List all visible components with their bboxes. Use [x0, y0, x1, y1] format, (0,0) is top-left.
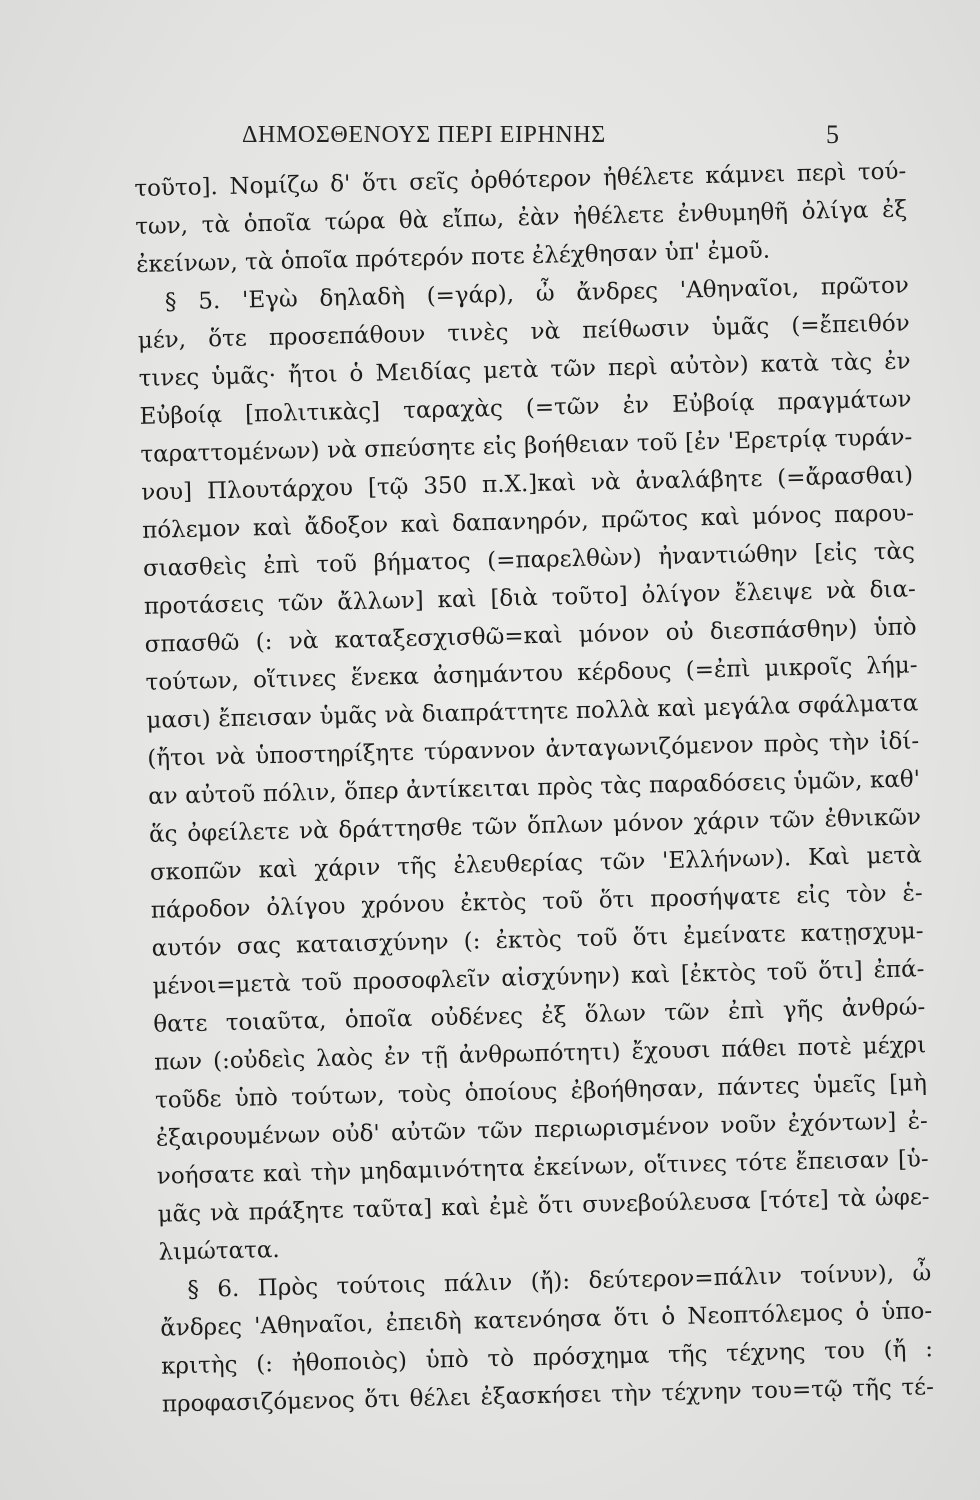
text-line: λιμώτατα. — [158, 1236, 280, 1266]
text-line: ἄνδρες 'Αθηναῖοι, ἐπειδὴ κατενόησα ὅτι ὁ Νεοπτόλεμος ὁ ὑπο- — [159, 1298, 933, 1342]
text-line: σκοπῶν καὶ χάριν τῆς ἐλευθερίας τῶν 'Ελλήνων). Καὶ μετὰ — [149, 842, 923, 886]
text-line: ταραττομένων) νὰ σπεύσητε εἰς βοήθειαν τοῦ [ἐν 'Ερετρίᾳ τυράν- — [140, 424, 913, 468]
text-line: μένοι=μετὰ τοῦ προσοφλεῖν αἰσχύνην) καὶ [ἐκτὸς τοῦ ὅτι] ἐπά- — [152, 956, 925, 1000]
text-line: πων (:οὐδεὶς λαὸς ἐν τῇ ἀνθρωπότητι) ἔχουσι πάθει ποτὲ μέχρι — [153, 1032, 927, 1076]
text-line: σπασθῶ (: νὰ καταξεσχισθῶ=καὶ μόνον οὐ διεσπάσθην) ὑπὸ — [144, 614, 917, 658]
text-line: τοῦδε ὑπὸ τούτων, τοὺς ὁποίους ἐβοήθησαν, πάντες ὑμεῖς [μὴ — [154, 1070, 928, 1114]
text-line: Εὐβοίᾳ [πολιτικὰς] ταραχὰς (=τῶν ἐν Εὐβοίᾳ πραγμάτων — [139, 386, 912, 430]
text-line: κριτὴς (: ἠθοποιὸς) ὑπὸ τὸ πρόσχημα τῆς τέχνης του (ἤ : — [160, 1336, 934, 1380]
text-line: προφασιζόμενος ὅτι θέλει ἐξασκήσει τὴν τέχνην του=τῷ τῆς τέ- — [161, 1374, 935, 1418]
text-line: αυτόν σας καταισχύνην (: ἐκτὸς τοῦ ὅτι ἐμείνατε κατῃσχυμ- — [151, 918, 924, 962]
running-title: ΔΗΜΟΣΘΕΝΟΥΣ ΠΕΡΙ ΕΙΡΗΝΗΣ — [242, 122, 606, 148]
text-line: τοῦτο]. Νομίζω δ' ὅτι σεῖς ὀρθότερον ἠθέλετε κάμνει περὶ τού- — [134, 158, 907, 202]
text-line: μέν, ὅτε προσεπάθουν τινὲς νὰ πείθωσιν ὑμᾶς (=ἔπειθόν — [137, 310, 910, 354]
text-line: πάροδον ὀλίγου χρόνου ἐκτὸς τοῦ ὅτι προσήψατε εἰς τὸν ἑ- — [150, 880, 923, 924]
text-line: μασι) ἔπεισαν ὑμᾶς νὰ διαπράττητε πολλὰ καὶ μεγάλα σφάλματα — [146, 690, 919, 734]
section-heading-line: § 5. 'Εγὼ δηλαδὴ (=γάρ), ὦ ἄνδρες 'Αθηναῖοι, πρῶτον — [164, 272, 910, 316]
text-line: ἐξαιρουμένων οὐδ' αὐτῶν τῶν περιωρισμένον νοῦν ἐχόντων] ἐ- — [155, 1108, 929, 1152]
text-line: ἐκείνων, τὰ ὁποῖα πρότερόν ποτε ἐλέχθησαν ὑπ' ἐμοῦ. — [135, 237, 771, 278]
text-line: προτάσεις τῶν ἄλλων] καὶ [διὰ τοῦτο] ὀλίγον ἔλειψε νὰ δια- — [143, 576, 917, 620]
text-line: τινες ὑμᾶς· ἤτοι ὁ Μειδίας μετὰ τῶν περὶ αὐτὸν) κατὰ τὰς ἐν — [138, 348, 911, 392]
text-line: σιασθεὶς ἐπὶ τοῦ βήματος (=παρελθὼν) ἠναντιώθην [εἰς τὰς — [142, 538, 916, 582]
text-line: νοήσατε καὶ τὴν μηδαμινότητα ἐκείνων, οἵτινες τότε ἔπεισαν [ὑ- — [156, 1146, 929, 1190]
text-line: πόλεμον καὶ ἄδοξον καὶ δαπανηρόν, πρῶτος καὶ μόνος παρου- — [141, 500, 915, 544]
text-line: μᾶς νὰ πράξητε ταῦτα] καὶ ἐμὲ ὅτι συνεβούλευσα [τότε] τὰ ὠφε- — [157, 1184, 930, 1228]
text-line: αν αὐτοῦ πόλιν, ὅπερ ἀντίκειται πρὸς τὰς παραδόσεις ὑμῶν, καθ' — [147, 766, 921, 810]
body-text — [134, 152, 953, 1470]
text-line: (ἤτοι νὰ ὑποστηρίξητε τύραννον ἀνταγωνιζόμενον πρὸς τὴν ἰδί- — [147, 728, 920, 772]
text-line: τούτων, οἵτινες ἕνεκα ἀσημάντου κέρδους (=ἐπὶ μικροῖς λήμ- — [145, 652, 918, 696]
text-line: νου] Πλουτάρχου [τῷ 350 π.Χ.]καὶ νὰ ἀναλάβητε (=ἄρασθαι) — [141, 462, 914, 506]
section-heading-line: § 6. Πρὸς τούτοις πάλιν (ἤ): δεύτερον=πάλιν τοίνυν), ὦ — [187, 1260, 932, 1304]
text-line: ἅς ὀφείλετε νὰ δράττησθε τῶν ὅπλων μόνον χάριν τῶν ἐθνικῶν — [148, 804, 922, 848]
page-number: 5 — [826, 120, 839, 149]
text-line: των, τὰ ὁποῖα τώρα θὰ εἴπω, ἐὰν ἠθέλετε ἐνθυμηθῆ ὀλίγα ἐξ — [134, 196, 908, 240]
text-line: θατε τοιαῦτα, ὁποῖα οὐδένες ἐξ ὅλων τῶν ἐπὶ γῆς ἀνθρώ- — [153, 994, 926, 1038]
